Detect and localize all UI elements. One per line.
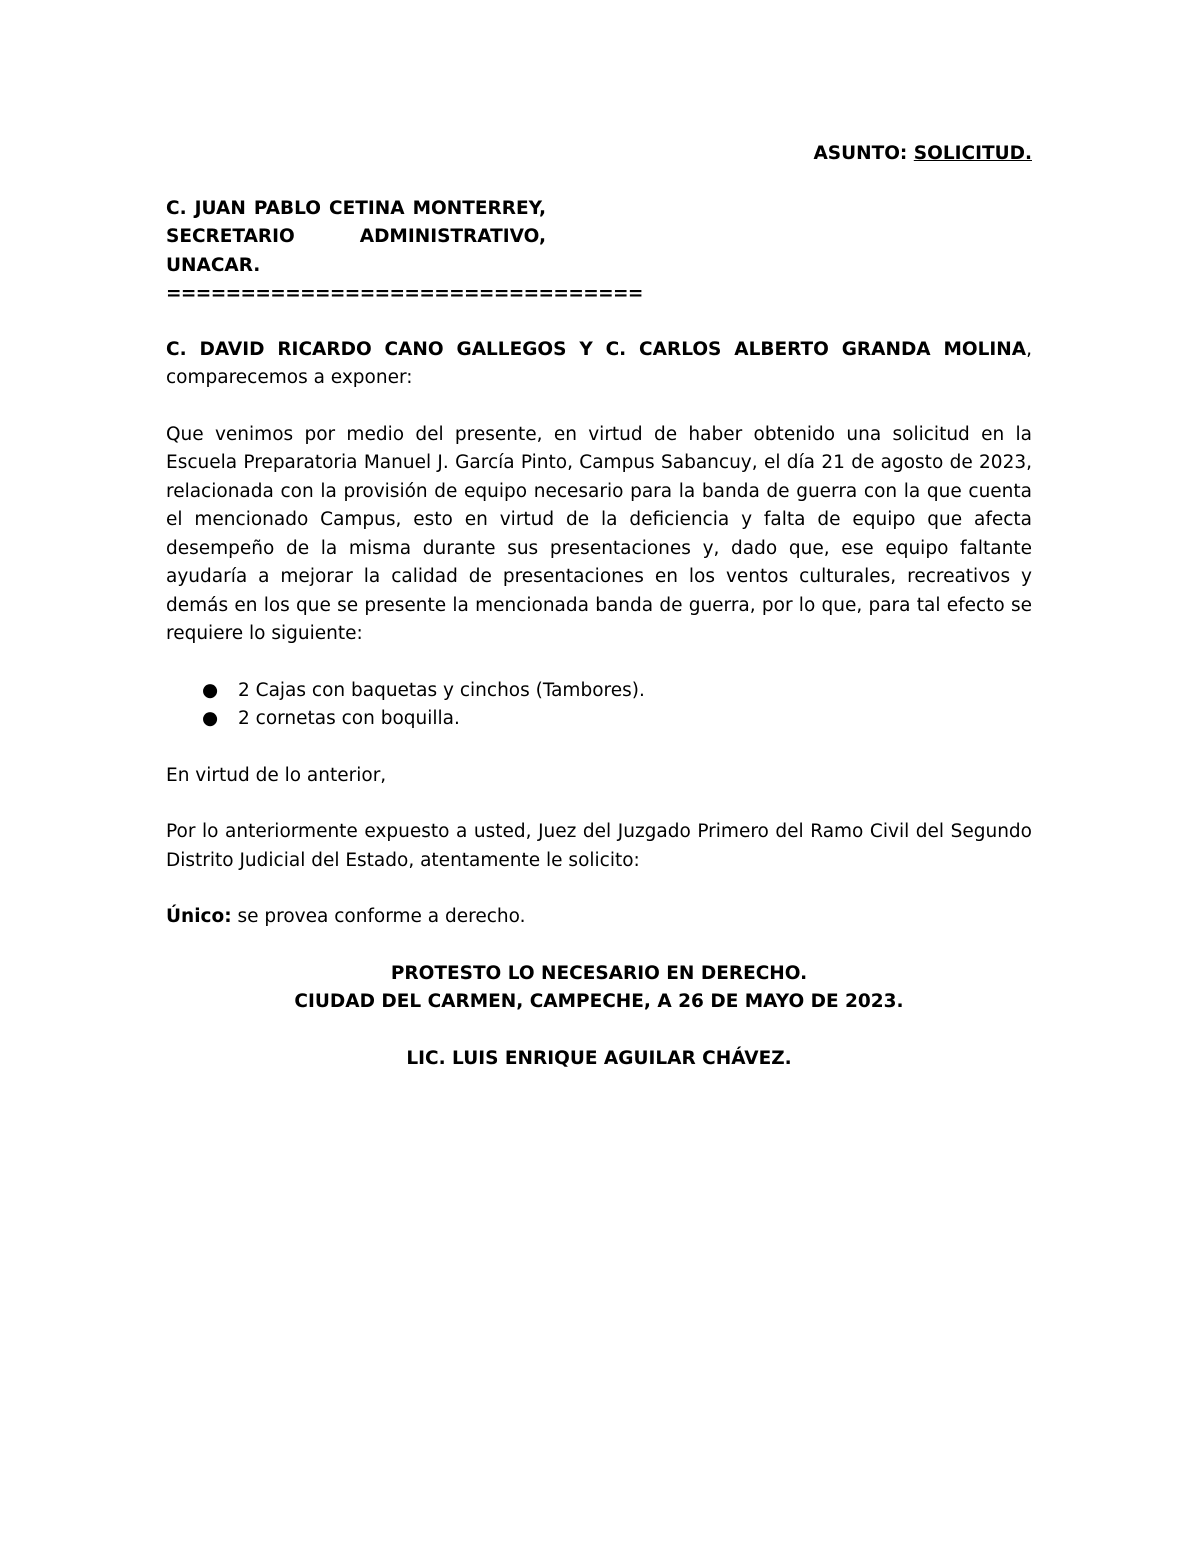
unico-paragraph xyxy=(166,903,1032,932)
list-item-text: 2 Cajas con baquetas y cinchos (Tambores). xyxy=(238,679,645,701)
intro-paragraph xyxy=(166,336,1032,393)
recipient-role: SECRETARIO ADMINISTRATIVO, xyxy=(166,226,546,247)
body-paragraph: Que venimos por medio del presente, en virtud de haber obtenido una solicitud en la Escuela Preparatoria Manuel J. García Pinto, Campus Sabancuy, el día 21 de agosto de 2023, relacionada con la provisión de equipo necesario para la banda de guerra con la que cuenta el mencionado Campus, esto en virtud de la deficiencia y falta de equipo que afecta desempeño de la misma durante sus presentaciones y, dado que, ese equipo faltante ayudaría a mejorar la calidad de presentaciones en los ventos culturales, recreativos y demás en los que se presente la mencionada banda de guerra, por lo que, para tal efecto se requiere lo siguiente: xyxy=(166,423,1032,644)
asunto-line xyxy=(166,140,1032,169)
request-paragraph: Por lo anteriormente expuesto a usted, Juez del Juzgado Primero del Ramo Civil del Segundo Distrito Judicial del Estado, atentamente le solicito: xyxy=(166,821,1032,871)
protesto-line: PROTESTO LO NECESARIO EN DERECHO. xyxy=(390,962,808,984)
place-date-line: CIUDAD DEL CARMEN, CAMPECHE, A 26 DE MAYO DE 2023. xyxy=(294,991,904,1012)
signer-name: LIC. LUIS ENRIQUE AGUILAR CHÁVEZ. xyxy=(406,1047,792,1069)
asunto-label: ASUNTO: xyxy=(813,143,914,164)
list-item xyxy=(202,705,1032,734)
intro-rest: , comparecemos a exponer: xyxy=(166,338,1032,388)
petitioners-names: C. DAVID RICARDO CANO GALLEGOS Y C. CARLOS ALBERTO GRANDA MOLINA xyxy=(166,338,1027,360)
items-list xyxy=(166,677,1032,734)
bullet-icon: ● xyxy=(202,708,219,729)
protesto-block xyxy=(166,960,1032,1017)
unico-text: se provea conforme a derecho. xyxy=(231,906,526,927)
asunto-value: SOLICITUD. xyxy=(913,143,1032,164)
list-item xyxy=(202,677,1032,706)
document-page xyxy=(166,140,1032,1073)
recipient-block xyxy=(166,195,643,309)
recipient-separator: ================================ xyxy=(166,283,643,304)
recipient-name: C. JUAN PABLO CETINA MONTERREY, xyxy=(166,197,546,219)
bullet-icon: ● xyxy=(202,679,219,701)
list-item-text: 2 cornetas con boquilla. xyxy=(238,708,460,729)
recipient-institution: UNACAR. xyxy=(166,254,261,276)
unico-label: Único: xyxy=(166,906,232,927)
virtud-paragraph: En virtud de lo anterior, xyxy=(166,764,387,786)
